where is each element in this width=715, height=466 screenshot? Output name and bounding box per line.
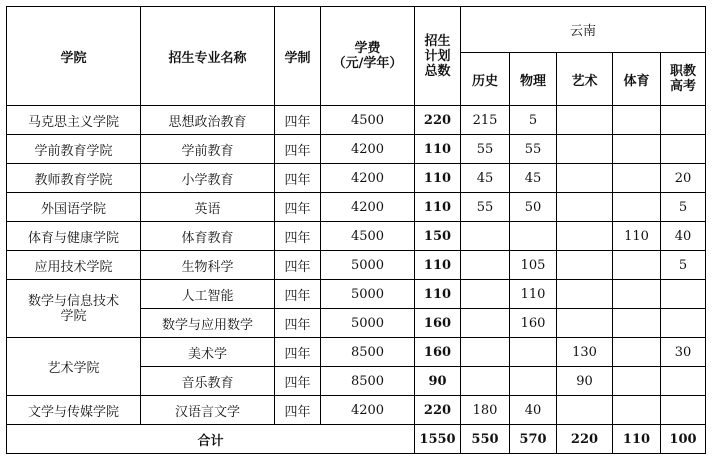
tuition-cell: 4500 (321, 106, 415, 135)
vocational-cell (661, 396, 706, 425)
header-pe: 体育 (613, 53, 661, 106)
pe-cell (613, 251, 661, 280)
pe-cell (613, 280, 661, 309)
table-row (7, 338, 706, 367)
duration-cell: 四年 (275, 338, 321, 367)
vocational-cell (661, 106, 706, 135)
total-cell: 110 (415, 193, 461, 222)
duration-cell: 四年 (275, 193, 321, 222)
total-cell: 110 (415, 280, 461, 309)
art-cell (557, 193, 613, 222)
vocational-cell (661, 280, 706, 309)
pe-cell (613, 309, 661, 338)
table-row (7, 396, 706, 425)
total-cell: 160 (415, 309, 461, 338)
physics-cell: 50 (510, 193, 557, 222)
header-tuition-line1: 学费 (354, 41, 381, 56)
enrollment-plan-table (6, 6, 706, 454)
vocational-cell: 5 (661, 251, 706, 280)
art-cell (557, 164, 613, 193)
total-cell: 110 (415, 135, 461, 164)
major-cell: 美术学 (141, 338, 275, 367)
art-cell (557, 222, 613, 251)
art-cell (557, 280, 613, 309)
header-quota-line: 计划 (424, 48, 451, 64)
physics-cell: 40 (510, 396, 557, 425)
vocational-cell (661, 367, 706, 396)
tuition-cell: 8500 (321, 338, 415, 367)
header-vocational-line: 高考 (669, 79, 696, 94)
history-cell (461, 280, 510, 309)
college-cell (7, 280, 141, 338)
table-row (7, 106, 706, 135)
tuition-cell: 4200 (321, 193, 415, 222)
pe-cell (613, 106, 661, 135)
history-cell (461, 222, 510, 251)
header-art: 艺术 (557, 53, 613, 106)
college-cell: 艺术学院 (7, 338, 141, 396)
tuition-cell: 4200 (321, 396, 415, 425)
table-row (7, 164, 706, 193)
total-cell: 110 (415, 251, 461, 280)
history-cell: 45 (461, 164, 510, 193)
history-cell (461, 367, 510, 396)
table-row (7, 280, 706, 309)
art-cell (557, 106, 613, 135)
header-row-top (7, 7, 706, 53)
duration-cell: 四年 (275, 251, 321, 280)
table-row (7, 193, 706, 222)
table-row (7, 222, 706, 251)
college-cell: 外国语学院 (7, 193, 141, 222)
physics-cell: 5 (510, 106, 557, 135)
header-major: 招生专业名称 (141, 7, 275, 106)
major-cell: 汉语言文学 (141, 396, 275, 425)
college-cell: 教师教育学院 (7, 164, 141, 193)
duration-cell: 四年 (275, 309, 321, 338)
header-vocational (661, 53, 706, 106)
tuition-cell: 5000 (321, 309, 415, 338)
tuition-cell: 5000 (321, 280, 415, 309)
pe-cell: 110 (613, 222, 661, 251)
college-cell: 应用技术学院 (7, 251, 141, 280)
tuition-cell: 4200 (321, 164, 415, 193)
total-cell: 220 (415, 106, 461, 135)
totals-history-cell: 550 (461, 425, 510, 454)
pe-cell (613, 164, 661, 193)
totals-row (7, 425, 706, 454)
total-cell: 90 (415, 367, 461, 396)
total-cell: 160 (415, 338, 461, 367)
vocational-cell: 30 (661, 338, 706, 367)
pe-cell (613, 367, 661, 396)
history-cell: 55 (461, 135, 510, 164)
header-quota-line: 总数 (424, 63, 451, 79)
history-cell: 180 (461, 396, 510, 425)
duration-cell: 四年 (275, 164, 321, 193)
physics-cell (510, 222, 557, 251)
header-tuition (321, 7, 415, 106)
vocational-cell: 40 (661, 222, 706, 251)
college-cell: 体育与健康学院 (7, 222, 141, 251)
header-quota-line: 招生 (424, 33, 451, 49)
major-cell: 思想政治教育 (141, 106, 275, 135)
history-cell: 215 (461, 106, 510, 135)
major-cell: 人工智能 (141, 280, 275, 309)
duration-cell: 四年 (275, 367, 321, 396)
vocational-cell: 5 (661, 193, 706, 222)
college-cell: 文学与传媒学院 (7, 396, 141, 425)
pe-cell (613, 193, 661, 222)
college-cell-line: 学院 (60, 308, 87, 324)
table-row (7, 135, 706, 164)
art-cell (557, 251, 613, 280)
totals-vocational-cell: 100 (661, 425, 706, 454)
art-cell: 90 (557, 367, 613, 396)
physics-cell: 55 (510, 135, 557, 164)
header-history: 历史 (461, 53, 510, 106)
pe-cell (613, 338, 661, 367)
header-region: 云南 (461, 7, 706, 53)
duration-cell: 四年 (275, 135, 321, 164)
duration-cell: 四年 (275, 222, 321, 251)
duration-cell: 四年 (275, 106, 321, 135)
tuition-cell: 4500 (321, 222, 415, 251)
major-cell: 体育教育 (141, 222, 275, 251)
major-cell: 音乐教育 (141, 367, 275, 396)
major-cell: 生物科学 (141, 251, 275, 280)
header-tuition-line2: （元/学年） (332, 56, 403, 71)
physics-cell: 160 (510, 309, 557, 338)
pe-cell (613, 135, 661, 164)
tuition-cell: 4200 (321, 135, 415, 164)
header-vocational-line: 职教 (669, 64, 696, 79)
pe-cell (613, 396, 661, 425)
physics-cell: 45 (510, 164, 557, 193)
physics-cell: 110 (510, 280, 557, 309)
college-cell: 学前教育学院 (7, 135, 141, 164)
enrollment-table-container (6, 6, 706, 454)
history-cell (461, 251, 510, 280)
history-cell: 55 (461, 193, 510, 222)
total-cell: 110 (415, 164, 461, 193)
table-row (7, 251, 706, 280)
college-cell: 马克思主义学院 (7, 106, 141, 135)
art-cell: 130 (557, 338, 613, 367)
duration-cell: 四年 (275, 396, 321, 425)
vocational-cell (661, 135, 706, 164)
totals-total-cell: 1550 (415, 425, 461, 454)
art-cell (557, 309, 613, 338)
physics-cell (510, 367, 557, 396)
college-cell-line: 数学与信息技术 (27, 293, 119, 309)
header-physics: 物理 (510, 53, 557, 106)
total-cell: 220 (415, 396, 461, 425)
vocational-cell (661, 309, 706, 338)
history-cell (461, 338, 510, 367)
major-cell: 数学与应用数学 (141, 309, 275, 338)
history-cell (461, 309, 510, 338)
vocational-cell: 20 (661, 164, 706, 193)
major-cell: 小学教育 (141, 164, 275, 193)
header-quota (415, 7, 461, 106)
physics-cell (510, 338, 557, 367)
duration-cell: 四年 (275, 280, 321, 309)
major-cell: 英语 (141, 193, 275, 222)
total-cell: 150 (415, 222, 461, 251)
tuition-cell: 8500 (321, 367, 415, 396)
totals-physics-cell: 570 (510, 425, 557, 454)
totals-pe-cell: 110 (613, 425, 661, 454)
major-cell: 学前教育 (141, 135, 275, 164)
art-cell (557, 135, 613, 164)
header-duration: 学制 (275, 7, 321, 106)
tuition-cell: 5000 (321, 251, 415, 280)
header-college: 学院 (7, 7, 141, 106)
physics-cell: 105 (510, 251, 557, 280)
totals-label: 合计 (7, 425, 415, 454)
art-cell (557, 396, 613, 425)
totals-art-cell: 220 (557, 425, 613, 454)
